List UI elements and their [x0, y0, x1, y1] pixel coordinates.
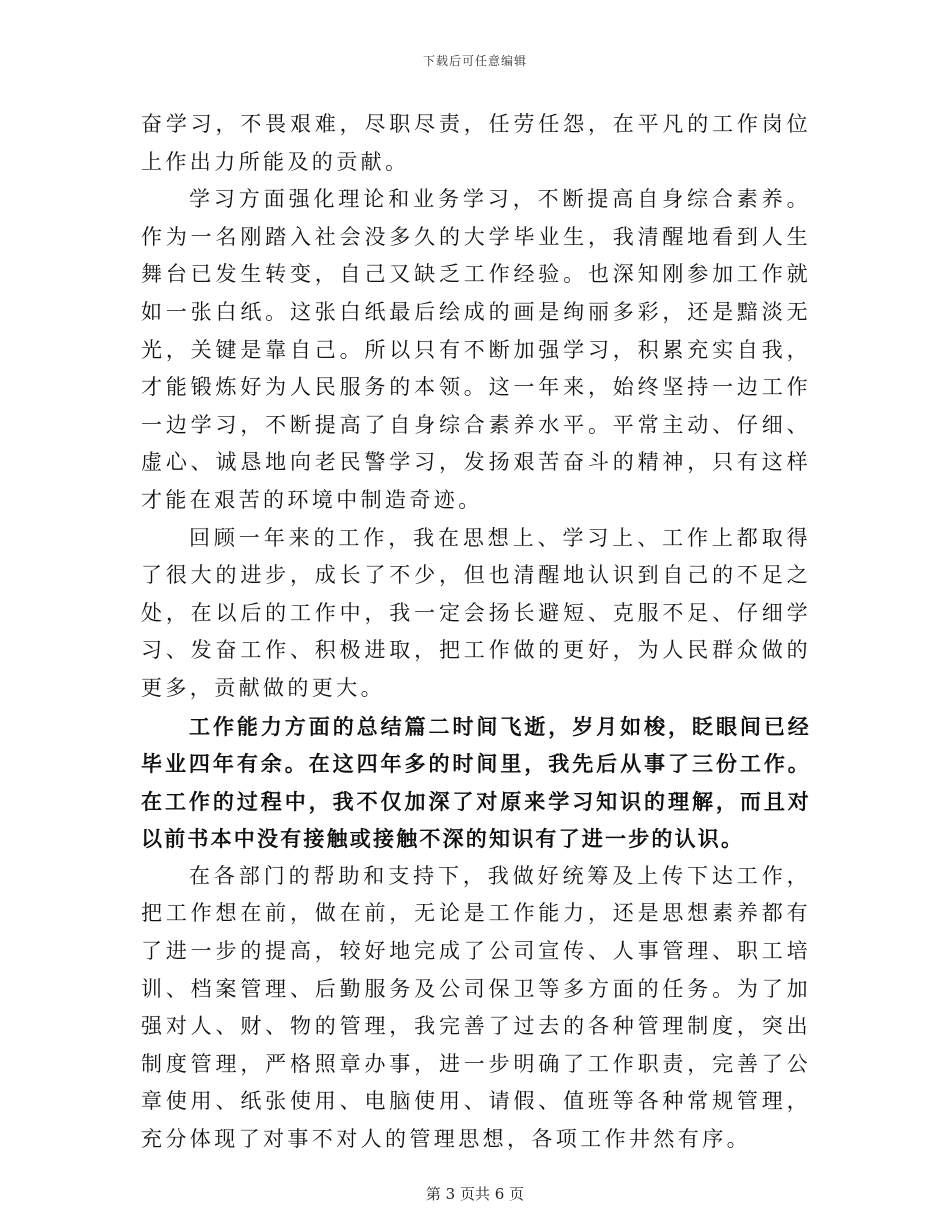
paragraph-study: 学习方面强化理论和业务学习，不断提高自身综合素养。作为一名刚踏入社会没多久的大学毕业生，我清醒地看到人生舞台已发生转变，自己又缺乏工作经验。也深知刚参加工作就如一张白纸。这张白纸最后绘成的画是绚丽多彩，还是黯淡无光，关键是靠自己。所以只有不断加强学习，积累充实自我，才能锻炼好为人民服务的本领。这一年来，始终坚持一边工作一边学习，不断提高了自身综合素养水平。平常主动、仔细、虚心、诚恳地向老民警学习，发扬艰苦奋斗的精神，只有这样才能在艰苦的环境中制造奇迹。 — [141, 187, 811, 512]
paragraph-section-title: 工作能力方面的总结篇二时间飞逝，岁月如梭，眨眼间已经毕业四年有余。在这四年多的时间里，我先后从事了三份工作。在工作的过程中，我不仅加深了对原来学习知识的理解，而且对以前书本中没有接触或接触不深的知识有了进一步的认识。 — [141, 713, 811, 852]
page-footer: 第 3 页共 6 页 — [425, 1185, 525, 1203]
paragraph-continuation: 奋学习，不畏艰难，尽职尽责，任劳任怨，在平凡的工作岗位上作出力所能及的贡献。 — [141, 112, 811, 174]
document-body — [141, 106, 811, 1159]
paragraph-review: 回顾一年来的工作，我在思想上、学习上、工作上都取得了很大的进步，成长了不少，但也清醒地认识到自己的不足之处，在以后的工作中，我一定会扬长避短、克服不足、仔细学习、发奋工作、积极进取，把工作做的更好，为人民群众做的更多，贡献做的更大。 — [141, 525, 811, 700]
paragraph-management: 在各部门的帮助和支持下，我做好统筹及上传下达工作，把工作想在前，做在前，无论是工作能力，还是思想素养都有了进一步的提高，较好地完成了公司宣传、人事管理、职工培训、档案管理、后勤服务及公司保卫等多方面的任务。为了加强对人、财、物的管理，我完善了过去的各种管理制度，突出制度管理，严格照章办事，进一步明确了工作职责，完善了公章使用、纸张使用、电脑使用、请假、值班等各种常规管理，充分体现了对事不对人的管理思想，各项工作井然有序。 — [141, 863, 811, 1152]
page-header: 下载后可任意编辑 — [422, 54, 527, 68]
